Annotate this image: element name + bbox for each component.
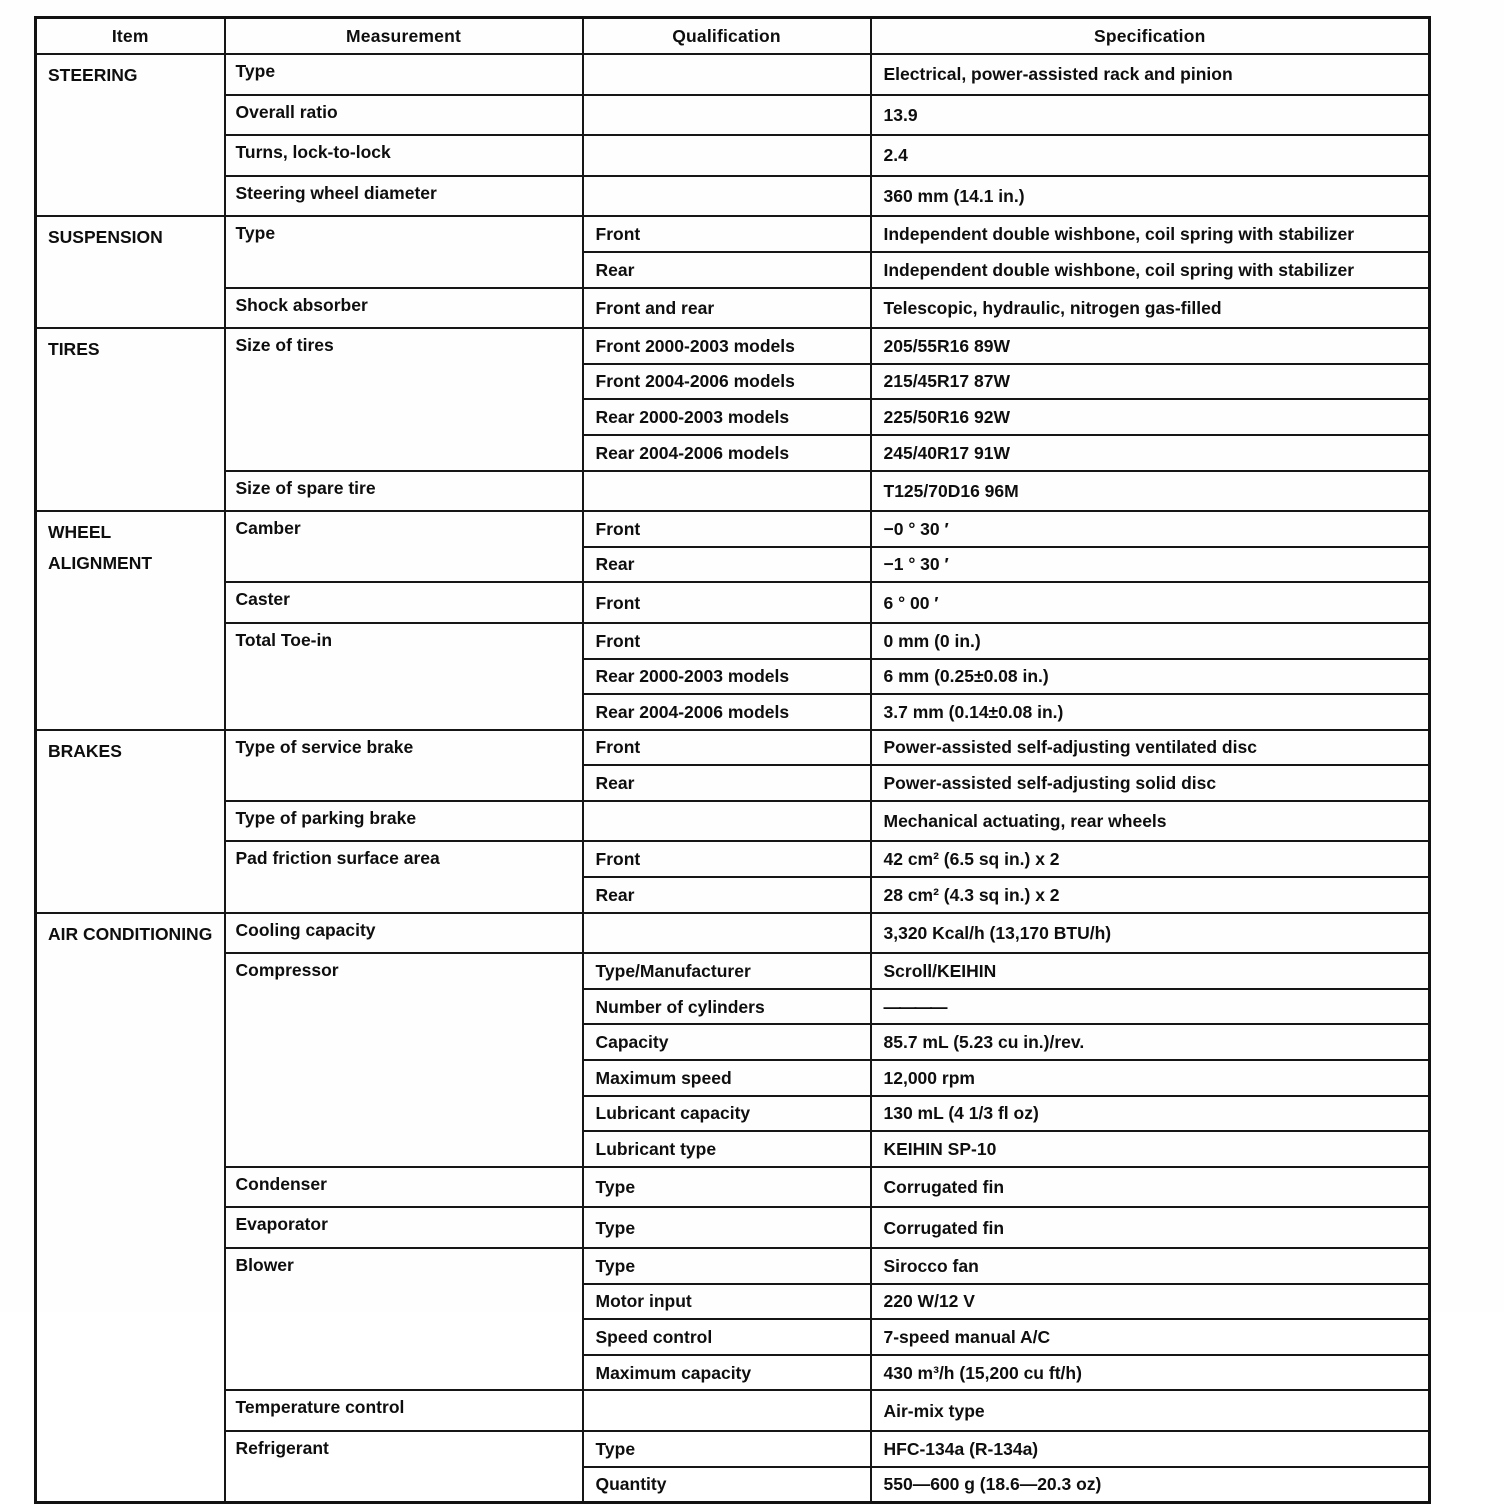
specifications-table — [34, 16, 1431, 1504]
measurement-cell: Size of spare tire — [225, 471, 583, 512]
qualification-cell — [583, 54, 871, 95]
qualification-cell: Type — [583, 1167, 871, 1208]
specification-cell: Sirocco fan — [871, 1248, 1430, 1284]
table-row — [36, 801, 1430, 842]
table-row — [36, 1167, 1430, 1208]
qualification-cell: Type — [583, 1248, 871, 1284]
specification-cell: 6 mm (0.25±0.08 in.) — [871, 659, 1430, 695]
measurement-cell: Pad friction surface area — [225, 841, 583, 912]
qualification-cell: Type — [583, 1431, 871, 1467]
qualification-cell: Maximum capacity — [583, 1355, 871, 1391]
specification-cell: Corrugated fin — [871, 1167, 1430, 1208]
qualification-cell — [583, 176, 871, 217]
specification-cell: 225/50R16 92W — [871, 399, 1430, 435]
specification-cell: 550—600 g (18.6—20.3 oz) — [871, 1467, 1430, 1503]
qualification-cell — [583, 801, 871, 842]
qualification-cell: Type/Manufacturer — [583, 953, 871, 989]
table-row — [36, 216, 1430, 252]
specification-cell: Independent double wishbone, coil spring with stabilizer — [871, 252, 1430, 288]
table-row — [36, 1207, 1430, 1248]
specification-cell: 3.7 mm (0.14±0.08 in.) — [871, 694, 1430, 730]
measurement-cell: Cooling capacity — [225, 913, 583, 954]
specification-cell: 12,000 rpm — [871, 1060, 1430, 1096]
qualification-cell — [583, 913, 871, 954]
table-row — [36, 471, 1430, 512]
specification-cell: 430 m³/h (15,200 cu ft/h) — [871, 1355, 1430, 1391]
specification-cell: 205/55R16 89W — [871, 328, 1430, 364]
measurement-cell: Compressor — [225, 953, 583, 1167]
measurement-cell: Blower — [225, 1248, 583, 1390]
qualification-cell: Quantity — [583, 1467, 871, 1503]
table-row — [36, 328, 1430, 364]
qualification-cell: Front — [583, 841, 871, 877]
specification-cell: T125/70D16 96M — [871, 471, 1430, 512]
qualification-cell: Rear 2004-2006 models — [583, 694, 871, 730]
measurement-cell: Temperature control — [225, 1390, 583, 1431]
qualification-cell: Motor input — [583, 1284, 871, 1320]
measurement-cell: Turns, lock-to-lock — [225, 135, 583, 176]
measurement-cell: Size of tires — [225, 328, 583, 470]
table-row — [36, 913, 1430, 954]
table-row — [36, 54, 1430, 95]
blank-dash: ———— — [883, 996, 946, 1017]
table-row — [36, 953, 1430, 989]
qualification-cell — [583, 95, 871, 136]
table-row — [36, 176, 1430, 217]
item-cell: SUSPENSION — [36, 216, 225, 328]
qualification-cell: Speed control — [583, 1319, 871, 1355]
column-header-qualification: Qualification — [583, 18, 871, 55]
header-row — [36, 18, 1430, 55]
specification-cell: Electrical, power-assisted rack and pinion — [871, 54, 1430, 95]
specification-cell: 3,320 Kcal/h (13,170 BTU/h) — [871, 913, 1430, 954]
specification-cell: Independent double wishbone, coil spring with stabilizer — [871, 216, 1430, 252]
qualification-cell: Rear — [583, 252, 871, 288]
specification-cell: Scroll/KEIHIN — [871, 953, 1430, 989]
specification-cell: Power-assisted self-adjusting ventilated disc — [871, 730, 1430, 766]
specification-cell: 360 mm (14.1 in.) — [871, 176, 1430, 217]
measurement-cell: Type of service brake — [225, 730, 583, 801]
table-row — [36, 730, 1430, 766]
measurement-cell: Steering wheel diameter — [225, 176, 583, 217]
specification-cell: HFC-134a (R-134a) — [871, 1431, 1430, 1467]
specification-cell: Power-assisted self-adjusting solid disc — [871, 765, 1430, 801]
qualification-cell — [583, 471, 871, 512]
qualification-cell: Front — [583, 582, 871, 623]
measurement-cell: Caster — [225, 582, 583, 623]
qualification-cell: Rear — [583, 765, 871, 801]
qualification-cell: Number of cylinders — [583, 989, 871, 1025]
item-cell: TIRES — [36, 328, 225, 511]
qualification-cell: Lubricant capacity — [583, 1096, 871, 1132]
measurement-cell: Shock absorber — [225, 288, 583, 329]
qualification-cell: Front — [583, 511, 871, 547]
qualification-cell — [583, 1390, 871, 1431]
qualification-cell: Front 2000-2003 models — [583, 328, 871, 364]
table-row — [36, 1248, 1430, 1284]
measurement-cell: Refrigerant — [225, 1431, 583, 1503]
specification-cell: Mechanical actuating, rear wheels — [871, 801, 1430, 842]
specification-cell: KEIHIN SP-10 — [871, 1131, 1430, 1167]
measurement-cell: Condenser — [225, 1167, 583, 1208]
table-row — [36, 511, 1430, 547]
measurement-cell: Camber — [225, 511, 583, 582]
specification-cell: 42 cm² (6.5 sq in.) x 2 — [871, 841, 1430, 877]
table-row — [36, 95, 1430, 136]
specification-cell: 7-speed manual A/C — [871, 1319, 1430, 1355]
specification-cell: −0 ° 30 ′ — [871, 511, 1430, 547]
specification-cell: 6 ° 00 ′ — [871, 582, 1430, 623]
qualification-cell: Rear 2004-2006 models — [583, 435, 871, 471]
qualification-cell: Rear — [583, 877, 871, 913]
qualification-cell: Front — [583, 730, 871, 766]
measurement-cell: Type of parking brake — [225, 801, 583, 842]
item-cell: STEERING — [36, 54, 225, 216]
table-row — [36, 841, 1430, 877]
qualification-cell: Lubricant type — [583, 1131, 871, 1167]
specification-cell: 0 mm (0 in.) — [871, 623, 1430, 659]
qualification-cell: Rear — [583, 547, 871, 583]
specification-cell: 215/45R17 87W — [871, 364, 1430, 400]
measurement-cell: Type — [225, 216, 583, 287]
specification-cell: 85.7 mL (5.23 cu in.)/rev. — [871, 1024, 1430, 1060]
specification-cell — [871, 989, 1430, 1025]
specification-cell: Corrugated fin — [871, 1207, 1430, 1248]
table-row — [36, 582, 1430, 623]
specification-cell: 13.9 — [871, 95, 1430, 136]
specification-cell: 2.4 — [871, 135, 1430, 176]
column-header-measurement: Measurement — [225, 18, 583, 55]
item-cell: BRAKES — [36, 730, 225, 913]
qualification-cell — [583, 135, 871, 176]
specification-cell: 28 cm² (4.3 sq in.) x 2 — [871, 877, 1430, 913]
qualification-cell: Rear 2000-2003 models — [583, 399, 871, 435]
measurement-cell: Total Toe-in — [225, 623, 583, 730]
specification-cell: 130 mL (4 1/3 fl oz) — [871, 1096, 1430, 1132]
specification-cell: −1 ° 30 ′ — [871, 547, 1430, 583]
qualification-cell: Front — [583, 623, 871, 659]
specification-cell: 220 W/12 V — [871, 1284, 1430, 1320]
qualification-cell: Type — [583, 1207, 871, 1248]
qualification-cell: Front 2004-2006 models — [583, 364, 871, 400]
qualification-cell: Capacity — [583, 1024, 871, 1060]
table-row — [36, 623, 1430, 659]
qualification-cell: Front and rear — [583, 288, 871, 329]
table-row — [36, 288, 1430, 329]
specification-cell: Air-mix type — [871, 1390, 1430, 1431]
qualification-cell: Rear 2000-2003 models — [583, 659, 871, 695]
column-header-item: Item — [36, 18, 225, 55]
measurement-cell: Overall ratio — [225, 95, 583, 136]
item-cell: AIR CONDITIONING — [36, 913, 225, 1503]
spec-table-body — [36, 54, 1430, 1503]
table-row — [36, 135, 1430, 176]
qualification-cell: Front — [583, 216, 871, 252]
measurement-cell: Evaporator — [225, 1207, 583, 1248]
qualification-cell: Maximum speed — [583, 1060, 871, 1096]
column-header-specification: Specification — [871, 18, 1430, 55]
table-row — [36, 1390, 1430, 1431]
specification-cell: Telescopic, hydraulic, nitrogen gas-filled — [871, 288, 1430, 329]
item-cell: WHEEL ALIGNMENT — [36, 511, 225, 730]
table-row — [36, 1431, 1430, 1467]
measurement-cell: Type — [225, 54, 583, 95]
specification-cell: 245/40R17 91W — [871, 435, 1430, 471]
